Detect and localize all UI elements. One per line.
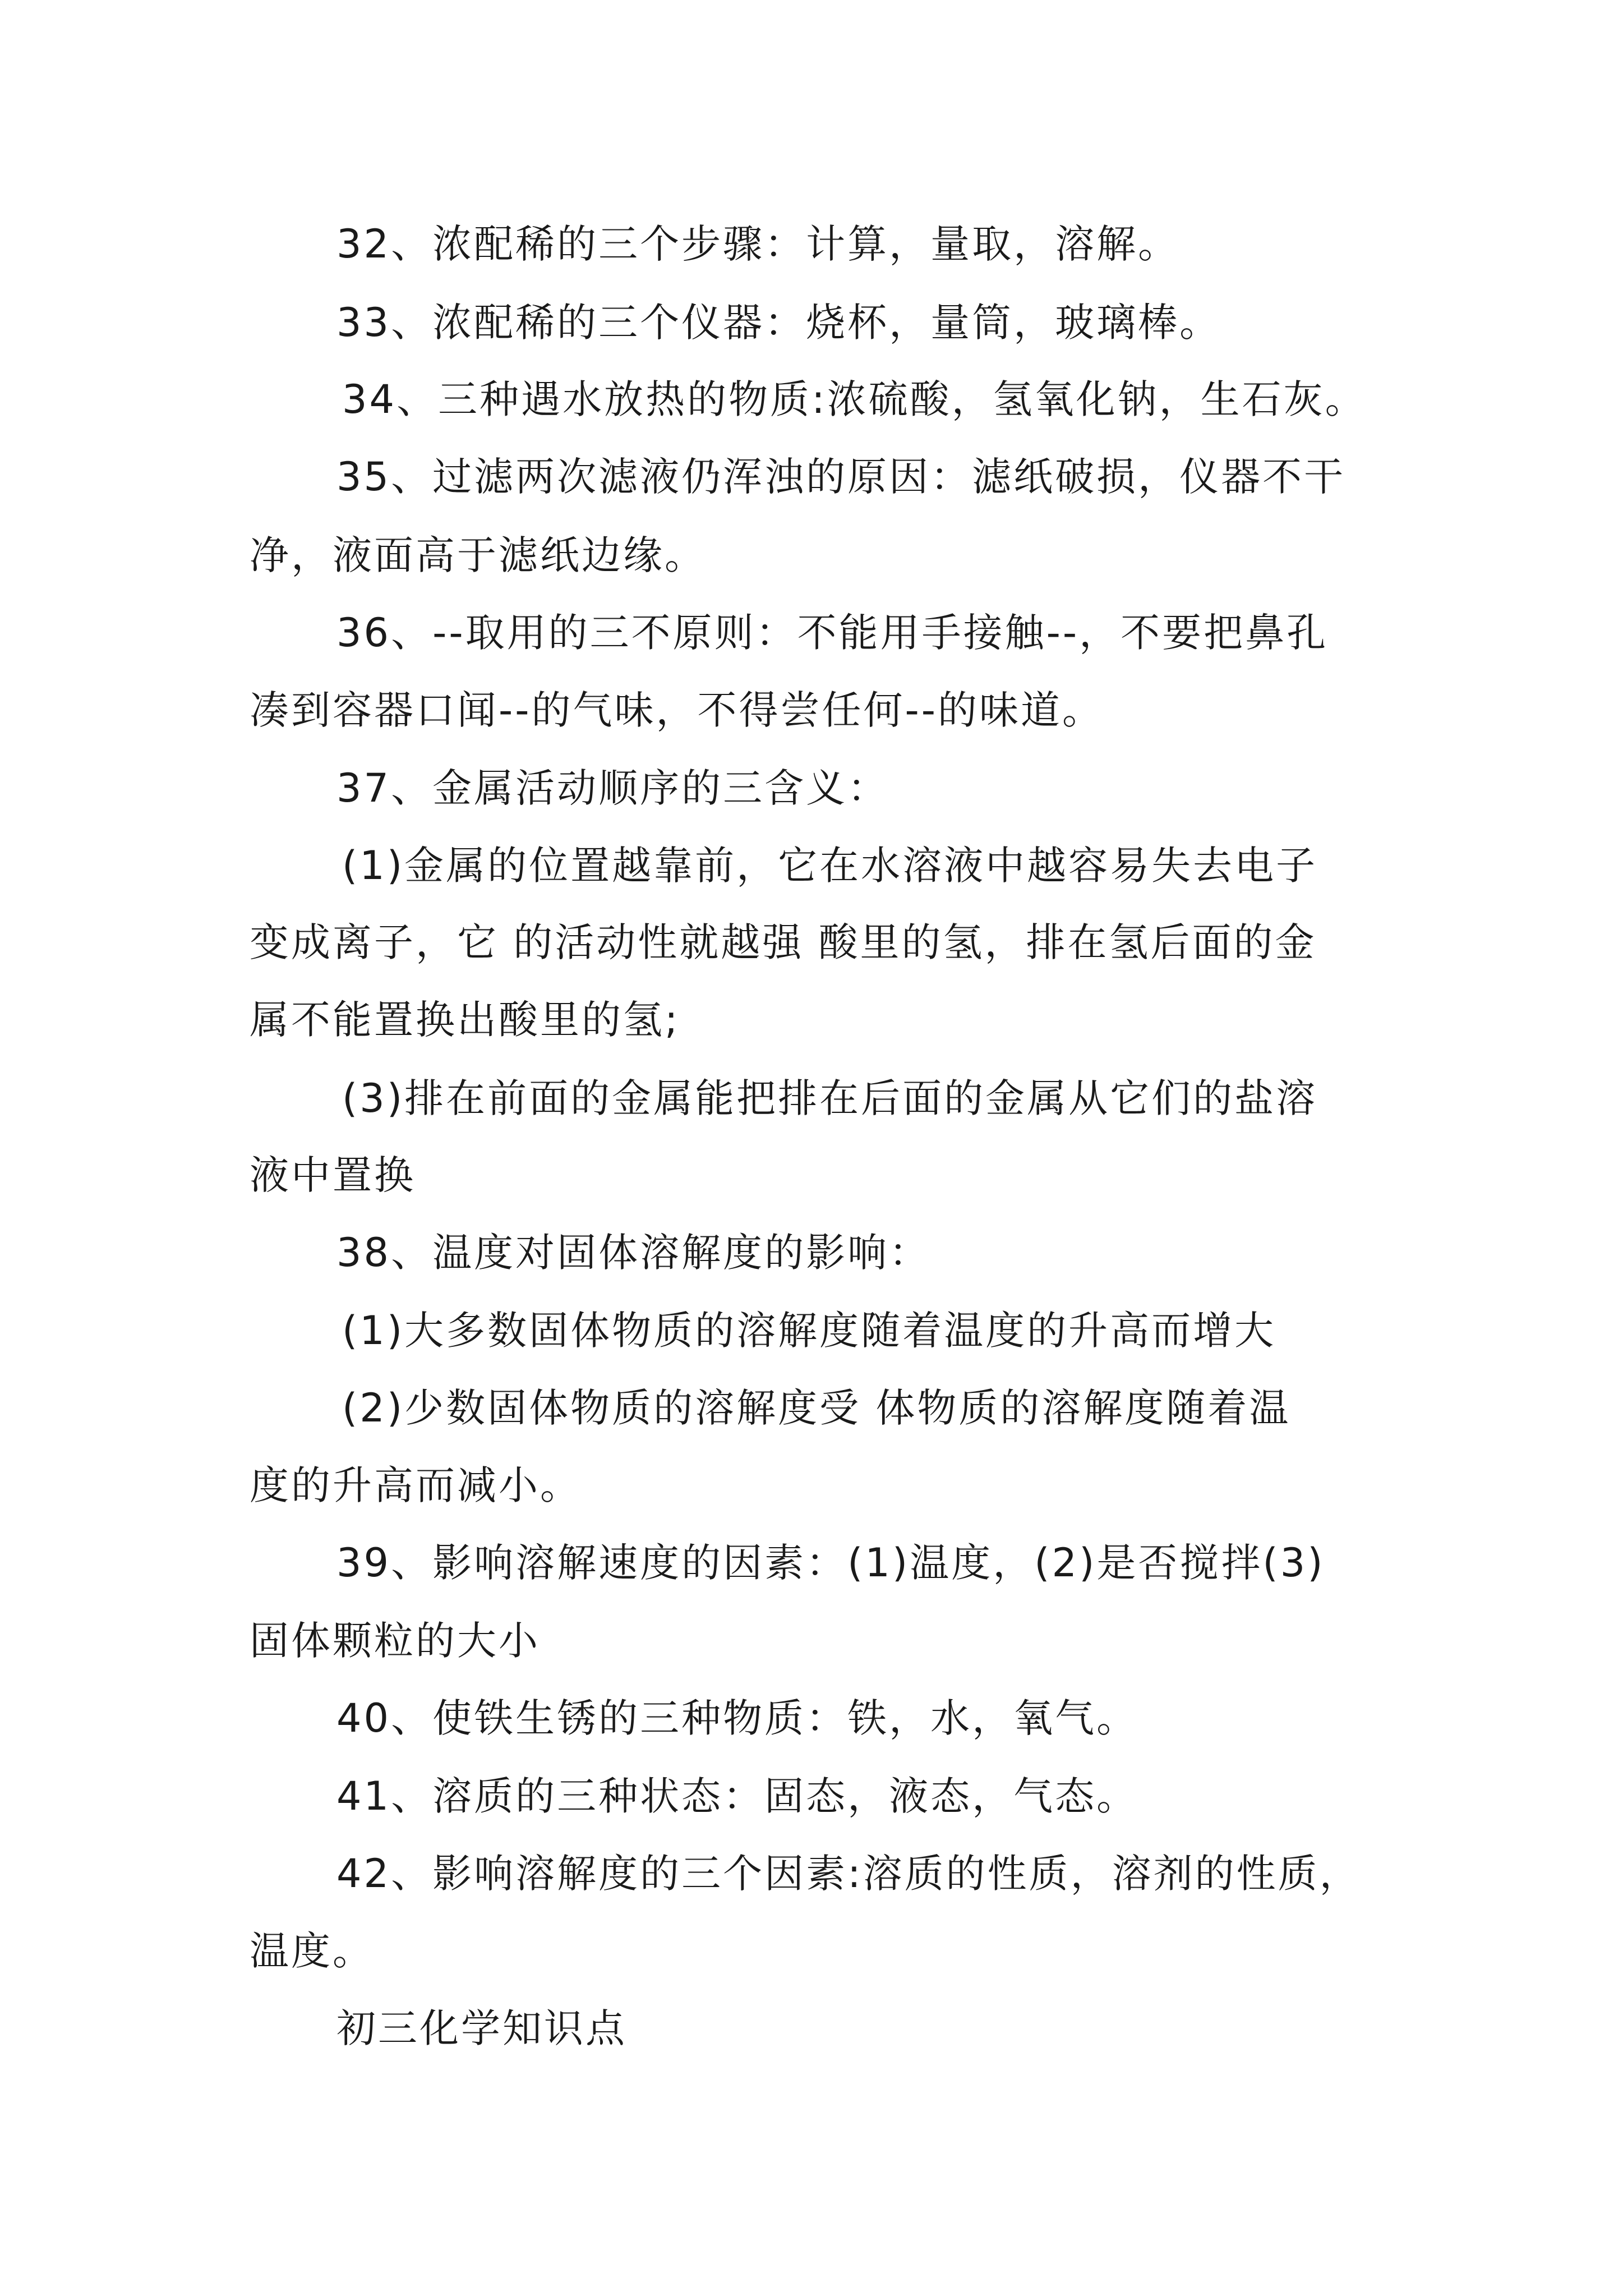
item-39: 39、影响溶解速度的因素：(1)温度，(2)是否搅拌(3): [336, 1540, 1325, 1586]
item-37-sub-1-cont: 变成离子，它 的活动性就越强 酸里的氢，排在氢后面的金: [250, 919, 1317, 965]
item-35-cont: 净，液面高于滤纸边缘。: [250, 532, 706, 578]
item-36-cont: 凑到容器口闻--的气味，不得尝任何--的味道。: [250, 687, 1104, 733]
item-37: 37、金属活动顺序的三含义：: [336, 765, 889, 811]
item-37-sub-1: (1)金属的位置越靠前，它在水溶液中越容易失去电子: [342, 843, 1318, 889]
item-35: 35、过滤两次滤液仍浑浊的原因：滤纸破损，仪器不干: [336, 454, 1346, 500]
item-37-sub-1-cont2: 属不能置换出酸里的氢;: [250, 997, 680, 1043]
item-42-cont: 温度。: [250, 1928, 374, 1974]
item-38: 38、温度对固体溶解度的影响：: [336, 1230, 931, 1276]
item-38-sub-2: (2)少数固体物质的溶解度受 体物质的溶解度随着温: [342, 1385, 1291, 1431]
item-32: 32、浓配稀的三个步骤：计算，量取，溶解。: [336, 221, 1180, 267]
item-41: 41、溶质的三种状态：固态，液态，气态。: [336, 1773, 1138, 1819]
item-36: 36、--取用的三不原则：不能用手接触--，不要把鼻孔: [336, 610, 1329, 656]
item-38-sub-2-cont: 度的升高而减小。: [250, 1462, 582, 1508]
item-39-cont: 固体颗粒的大小: [250, 1618, 540, 1664]
section-heading: 初三化学知识点: [336, 2005, 627, 2051]
item-34: 34、三种遇水放热的物质:浓硫酸，氢氧化钠，生石灰。: [342, 376, 1367, 422]
item-37-sub-3-cont: 液中置换: [250, 1152, 416, 1198]
item-42: 42、影响溶解度的三个因素:溶质的性质，溶剂的性质，: [336, 1851, 1361, 1897]
item-37-sub-3: (3)排在前面的金属能把排在后面的金属从它们的盐溶: [342, 1075, 1318, 1121]
item-33: 33、浓配稀的三个仪器：烧杯，量筒，玻璃棒。: [336, 300, 1221, 346]
item-40: 40、使铁生锈的三种物质：铁，水，氧气。: [336, 1695, 1138, 1741]
item-38-sub-1: (1)大多数固体物质的溶解度随着温度的升高而增大: [342, 1308, 1276, 1354]
